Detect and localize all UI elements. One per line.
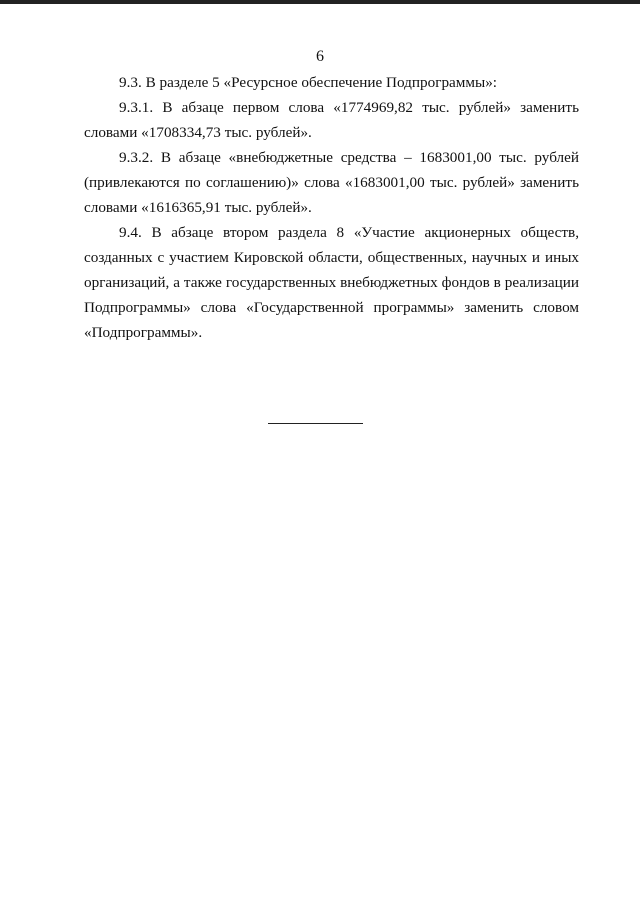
page-number: 6 xyxy=(316,48,324,65)
top-border-line xyxy=(0,0,640,4)
paragraph-9-4: 9.4. В абзаце втором раздела 8 «Участие акционерных обществ, созданных с участием Кировской области, общественных, научных и иных организаций, а также государственных внебюджетных фондов в реализации Подпрограммы» слова «Государственной программы» заменить словом «Подпрограммы». xyxy=(84,224,579,341)
paragraph-9-3: 9.3. В разделе 5 «Ресурсное обеспечение Подпрограммы»: xyxy=(119,74,498,91)
paragraph-9-3-1: 9.3.1. В абзаце первом слова «1774969,82 тыс. рублей» заменить словами «1708334,73 тыс. рублей». xyxy=(84,99,579,141)
end-separator-line xyxy=(268,423,363,424)
document-body xyxy=(84,70,579,345)
paragraph-9-3-2: 9.3.2. В абзаце «внебюджетные средства – 1683001,00 тыс. рублей (привлекаются по соглашению)» слова «1683001,00 тыс. рублей» заменить словами «1616365,91 тыс. рублей». xyxy=(84,149,579,216)
